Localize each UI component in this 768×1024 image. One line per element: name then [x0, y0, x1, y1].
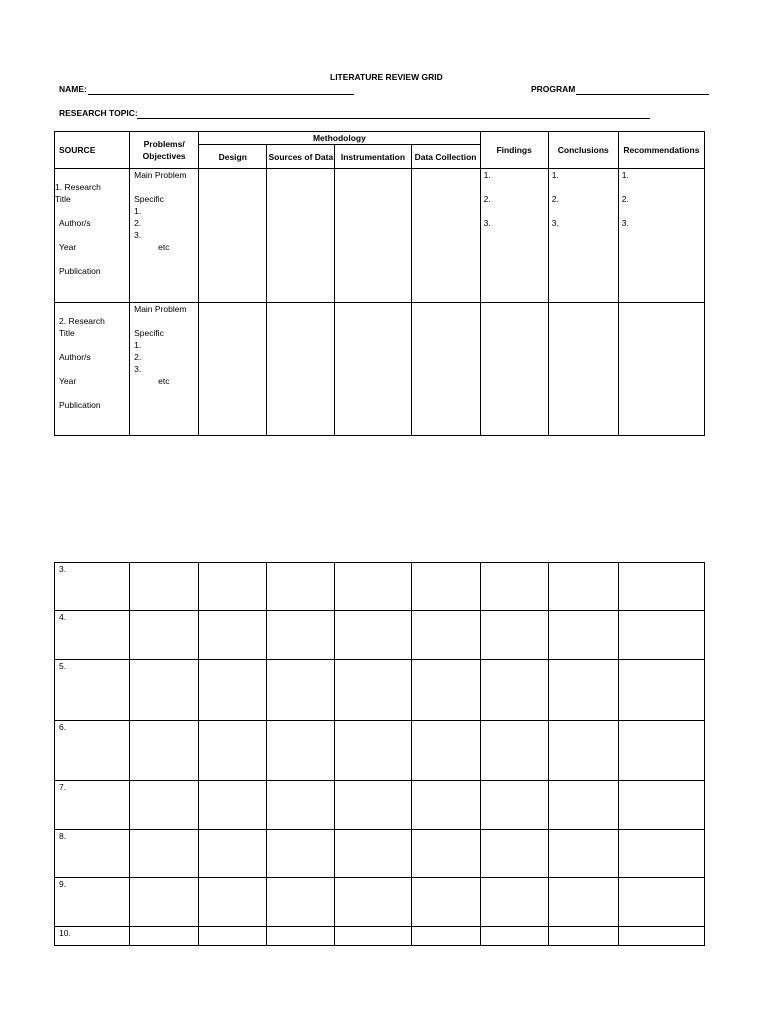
data-collection-cell[interactable] — [411, 563, 480, 611]
row-number: 10. — [59, 928, 71, 938]
row-number: 3. — [59, 564, 67, 574]
findings-cell[interactable] — [480, 611, 548, 660]
problems-cell[interactable] — [130, 927, 199, 946]
conclusions-cell[interactable] — [548, 721, 618, 781]
instrumentation-cell[interactable] — [335, 878, 411, 927]
conclusions-cell[interactable] — [548, 169, 618, 303]
specific-item-1: 1. — [134, 206, 142, 216]
problems-cell[interactable] — [130, 830, 199, 878]
recommendations-cell[interactable] — [618, 611, 704, 660]
data-collection-cell[interactable] — [411, 781, 480, 830]
table-row — [55, 830, 705, 878]
recommendations-cell[interactable] — [618, 830, 704, 878]
sources-of-data-cell[interactable] — [267, 303, 335, 436]
conclusions-cell[interactable] — [548, 303, 618, 436]
data-collection-cell[interactable] — [411, 878, 480, 927]
recommendations-cell[interactable] — [618, 878, 704, 927]
source-cell[interactable] — [55, 563, 130, 611]
specific-label: Specific — [134, 194, 164, 204]
findings-cell[interactable] — [480, 721, 548, 781]
header-methodology-label: Methodology — [312, 133, 366, 143]
specific-item-2: 2. — [134, 218, 142, 228]
source-cell[interactable] — [55, 878, 130, 927]
specific-item-2: 2. — [134, 352, 142, 362]
instrumentation-cell[interactable] — [335, 721, 411, 781]
sources-of-data-cell[interactable] — [267, 169, 335, 303]
row-number: 6. — [59, 722, 67, 732]
specific-item-3: 3. — [134, 230, 142, 240]
sources-of-data-cell[interactable] — [267, 660, 335, 721]
design-cell[interactable] — [199, 830, 267, 878]
conclusions-cell[interactable] — [548, 927, 618, 946]
header-recommendations — [618, 132, 704, 169]
authors-label: Author/s — [59, 352, 91, 362]
header-conclusions — [548, 132, 618, 169]
recommendations-cell[interactable] — [618, 660, 704, 721]
findings-cell[interactable] — [480, 563, 548, 611]
recommendations-item-1: 1. — [621, 170, 629, 180]
header-source — [55, 132, 130, 169]
design-cell[interactable] — [199, 611, 267, 660]
table-row — [55, 721, 705, 781]
data-collection-cell[interactable] — [411, 830, 480, 878]
sources-of-data-cell[interactable] — [267, 721, 335, 781]
page-title: LITERATURE REVIEW GRID — [330, 72, 443, 82]
findings-cell[interactable] — [480, 660, 548, 721]
sources-of-data-cell[interactable] — [267, 611, 335, 660]
research-title: 1. Research Title — [55, 182, 101, 204]
instrumentation-cell[interactable] — [335, 611, 411, 660]
problems-cell[interactable] — [130, 721, 199, 781]
problems-cell[interactable] — [130, 781, 199, 830]
header-data-collection — [411, 145, 480, 169]
conclusions-item-2: 2. — [551, 194, 559, 204]
header-design-label: Design — [218, 151, 247, 162]
findings-cell[interactable] — [480, 781, 548, 830]
research-topic-label: RESEARCH TOPIC: — [59, 108, 138, 118]
instrumentation-cell[interactable] — [335, 927, 411, 946]
table-row — [55, 781, 705, 830]
source-cell[interactable] — [55, 830, 130, 878]
header-sources-of-data-label: Sources of Data — [268, 151, 334, 162]
sources-of-data-cell[interactable] — [267, 878, 335, 927]
row-number: 4. — [59, 612, 67, 622]
source-cell[interactable] — [55, 927, 130, 946]
header-instrumentation-label: Instrumentation — [340, 151, 406, 162]
problems-cell[interactable] — [130, 169, 199, 303]
findings-cell[interactable] — [480, 927, 548, 946]
conclusions-cell[interactable] — [548, 781, 618, 830]
continuation-table — [54, 562, 705, 946]
design-cell[interactable] — [199, 721, 267, 781]
table-row — [55, 611, 705, 660]
findings-cell[interactable] — [480, 303, 548, 436]
specific-label: Specific — [134, 328, 164, 338]
header-recommendations-label: Recommendations — [623, 145, 700, 155]
recommendations-item-3: 3. — [621, 218, 629, 228]
design-cell[interactable] — [199, 878, 267, 927]
findings-item-2: 2. — [483, 194, 491, 204]
specific-item-1: 1. — [134, 340, 142, 350]
problems-cell[interactable] — [130, 563, 199, 611]
findings-cell[interactable] — [480, 830, 548, 878]
conclusions-cell[interactable] — [548, 611, 618, 660]
design-cell[interactable] — [199, 781, 267, 830]
instrumentation-cell[interactable] — [335, 303, 411, 436]
header-findings-label: Findings — [496, 145, 532, 155]
source-cell[interactable] — [55, 169, 130, 303]
conclusions-cell[interactable] — [548, 563, 618, 611]
source-cell[interactable] — [55, 303, 130, 436]
header-methodology — [199, 132, 480, 145]
year-label: Year — [59, 242, 77, 252]
research-title: 2. Research Title — [59, 316, 105, 338]
problems-cell[interactable] — [130, 611, 199, 660]
name-field[interactable] — [88, 94, 354, 95]
conclusions-cell[interactable] — [548, 830, 618, 878]
name-label: NAME: — [59, 84, 87, 94]
sources-of-data-cell[interactable] — [267, 781, 335, 830]
recommendations-cell[interactable] — [618, 563, 704, 611]
etc-label: etc — [158, 242, 170, 252]
recommendations-cell[interactable] — [618, 927, 704, 946]
table-row — [55, 927, 705, 946]
program-field[interactable] — [576, 94, 709, 95]
conclusions-cell[interactable] — [548, 878, 618, 927]
publication-label: Publication — [59, 400, 101, 410]
source-cell[interactable] — [55, 660, 130, 721]
specific-item-3: 3. — [134, 364, 142, 374]
row-number: 7. — [59, 782, 67, 792]
header-findings — [480, 132, 548, 169]
data-collection-cell[interactable] — [411, 721, 480, 781]
problems-cell[interactable] — [130, 303, 199, 436]
conclusions-cell[interactable] — [548, 660, 618, 721]
table-row — [55, 563, 705, 611]
header-problems — [130, 132, 199, 169]
conclusions-item-3: 3. — [551, 218, 559, 228]
program-label: PROGRAM — [531, 84, 576, 94]
instrumentation-cell[interactable] — [335, 660, 411, 721]
findings-item-1: 1. — [483, 170, 491, 180]
main-problem-label: Main Problem — [134, 170, 187, 180]
recommendations-item-2: 2. — [621, 194, 629, 204]
source-cell[interactable] — [55, 721, 130, 781]
design-cell[interactable] — [199, 927, 267, 946]
sources-of-data-cell[interactable] — [267, 563, 335, 611]
research-topic-field[interactable] — [137, 118, 650, 119]
source-cell[interactable] — [55, 781, 130, 830]
publication-label: Publication — [59, 266, 101, 276]
findings-cell[interactable] — [480, 878, 548, 927]
design-cell[interactable] — [199, 303, 267, 436]
table-row — [55, 169, 705, 303]
year-label: Year — [59, 376, 77, 386]
findings-cell[interactable] — [480, 169, 548, 303]
findings-item-3: 3. — [483, 218, 491, 228]
instrumentation-cell[interactable] — [335, 830, 411, 878]
problems-cell[interactable] — [130, 660, 199, 721]
data-collection-cell[interactable] — [411, 660, 480, 721]
instrumentation-cell[interactable] — [335, 563, 411, 611]
data-collection-cell[interactable] — [411, 927, 480, 946]
recommendations-cell[interactable] — [618, 169, 704, 303]
header-design — [199, 145, 267, 169]
recommendations-cell[interactable] — [618, 303, 704, 436]
main-problem-label: Main Problem — [134, 304, 187, 314]
recommendations-cell[interactable] — [618, 721, 704, 781]
authors-label: Author/s — [59, 218, 91, 228]
source-cell[interactable] — [55, 611, 130, 660]
literature-review-table — [54, 131, 705, 436]
table-row — [55, 660, 705, 721]
design-cell[interactable] — [199, 660, 267, 721]
header-sources-of-data — [267, 145, 335, 169]
table-row — [55, 303, 705, 436]
header-source-label: SOURCE — [59, 145, 96, 155]
header-problems-label: Problems/ Objectives — [142, 139, 186, 161]
data-collection-cell[interactable] — [411, 303, 480, 436]
data-collection-cell[interactable] — [411, 611, 480, 660]
design-cell[interactable] — [199, 169, 267, 303]
recommendations-cell[interactable] — [618, 781, 704, 830]
row-number: 5. — [59, 661, 67, 671]
table-row — [55, 878, 705, 927]
design-cell[interactable] — [199, 563, 267, 611]
instrumentation-cell[interactable] — [335, 781, 411, 830]
row-number: 8. — [59, 831, 67, 841]
sources-of-data-cell[interactable] — [267, 927, 335, 946]
sources-of-data-cell[interactable] — [267, 830, 335, 878]
row-number: 9. — [59, 879, 67, 889]
etc-label: etc — [158, 376, 170, 386]
header-conclusions-label: Conclusions — [557, 145, 609, 155]
header-instrumentation — [335, 145, 411, 169]
instrumentation-cell[interactable] — [335, 169, 411, 303]
conclusions-item-1: 1. — [551, 170, 559, 180]
header-data-collection-label: Data Collection — [414, 151, 477, 162]
data-collection-cell[interactable] — [411, 169, 480, 303]
problems-cell[interactable] — [130, 878, 199, 927]
